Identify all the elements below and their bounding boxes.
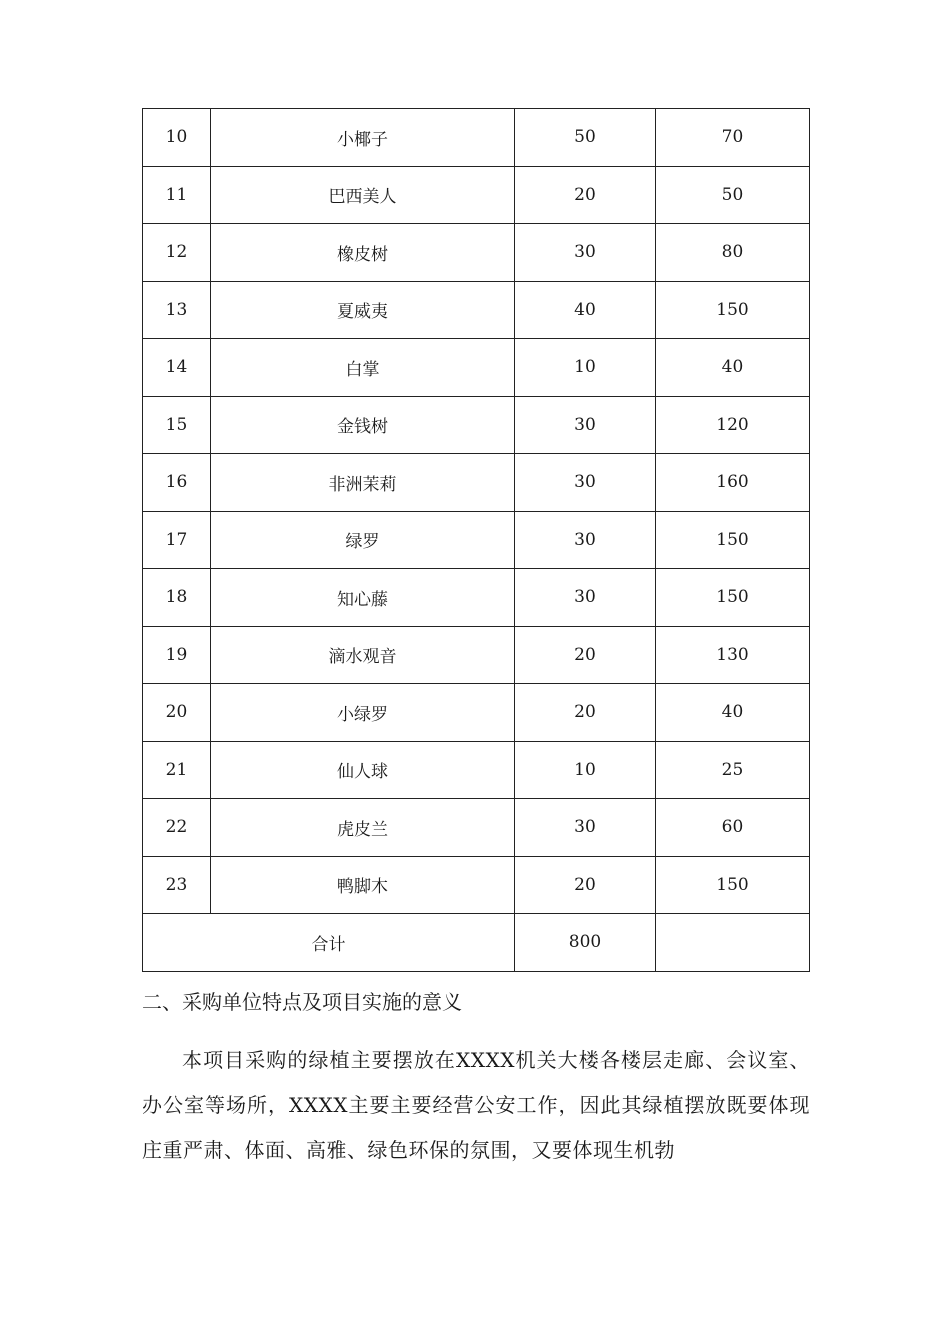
row-number-cell: 13 (143, 281, 211, 339)
plant-name-cell: 非洲茉莉 (211, 454, 515, 512)
row-number-cell: 12 (143, 224, 211, 282)
plant-name-cell: 鸭脚木 (211, 856, 515, 914)
price-cell: 150 (656, 856, 810, 914)
row-number-cell: 22 (143, 799, 211, 857)
table-row (143, 684, 810, 742)
row-number-cell: 18 (143, 569, 211, 627)
quantity-cell: 20 (515, 626, 656, 684)
row-number-cell: 20 (143, 684, 211, 742)
quantity-cell: 30 (515, 224, 656, 282)
row-number-cell: 14 (143, 339, 211, 397)
quantity-cell: 40 (515, 281, 656, 339)
table-row (143, 626, 810, 684)
table-row (143, 856, 810, 914)
total-quantity-cell: 800 (515, 914, 656, 972)
total-label-cell: 合计 (143, 914, 515, 972)
table-row (143, 569, 810, 627)
plant-name-cell: 巴西美人 (211, 166, 515, 224)
row-number-cell: 11 (143, 166, 211, 224)
quantity-cell: 20 (515, 166, 656, 224)
plant-name-cell: 绿罗 (211, 511, 515, 569)
plant-table (142, 108, 810, 972)
plant-name-cell: 橡皮树 (211, 224, 515, 282)
body-paragraph: 本项目采购的绿植主要摆放在XXXX机关大楼各楼层走廊、会议室、办公室等场所，XXXX主要主要经营公安工作，因此其绿植摆放既要体现庄重严肃、体面、高雅、绿色环保的氛围，又要体现生机勃 (142, 1048, 810, 1162)
plant-name-cell: 小绿罗 (211, 684, 515, 742)
quantity-cell: 20 (515, 856, 656, 914)
table-row (143, 339, 810, 397)
price-cell: 120 (656, 396, 810, 454)
price-cell: 40 (656, 339, 810, 397)
quantity-cell: 10 (515, 339, 656, 397)
row-number-cell: 23 (143, 856, 211, 914)
row-number-cell: 16 (143, 454, 211, 512)
price-cell: 160 (656, 454, 810, 512)
quantity-cell: 10 (515, 741, 656, 799)
table-row (143, 109, 810, 167)
row-number-cell: 19 (143, 626, 211, 684)
table-row (143, 166, 810, 224)
plant-name-cell: 知心藤 (211, 569, 515, 627)
price-cell: 25 (656, 741, 810, 799)
row-number-cell: 15 (143, 396, 211, 454)
plant-name-cell: 虎皮兰 (211, 799, 515, 857)
table-body (143, 109, 810, 972)
total-price-cell (656, 914, 810, 972)
price-cell: 80 (656, 224, 810, 282)
table-row (143, 454, 810, 512)
price-cell: 150 (656, 511, 810, 569)
plant-name-cell: 仙人球 (211, 741, 515, 799)
table-row (143, 511, 810, 569)
price-cell: 50 (656, 166, 810, 224)
price-cell: 70 (656, 109, 810, 167)
price-cell: 150 (656, 281, 810, 339)
quantity-cell: 30 (515, 454, 656, 512)
row-number-cell: 10 (143, 109, 211, 167)
table-row (143, 799, 810, 857)
price-cell: 60 (656, 799, 810, 857)
total-row (143, 914, 810, 972)
row-number-cell: 17 (143, 511, 211, 569)
section-heading: 二、采购单位特点及项目实施的意义 (142, 990, 462, 1014)
price-cell: 130 (656, 626, 810, 684)
plant-name-cell: 滴水观音 (211, 626, 515, 684)
table-row (143, 281, 810, 339)
price-cell: 150 (656, 569, 810, 627)
plant-name-cell: 夏威夷 (211, 281, 515, 339)
quantity-cell: 30 (515, 799, 656, 857)
quantity-cell: 30 (515, 569, 656, 627)
plant-name-cell: 小椰子 (211, 109, 515, 167)
quantity-cell: 50 (515, 109, 656, 167)
plant-name-cell: 金钱树 (211, 396, 515, 454)
row-number-cell: 21 (143, 741, 211, 799)
table-row (143, 741, 810, 799)
table-row (143, 224, 810, 282)
quantity-cell: 30 (515, 511, 656, 569)
quantity-cell: 30 (515, 396, 656, 454)
price-cell: 40 (656, 684, 810, 742)
table-row (143, 396, 810, 454)
quantity-cell: 20 (515, 684, 656, 742)
plant-name-cell: 白掌 (211, 339, 515, 397)
